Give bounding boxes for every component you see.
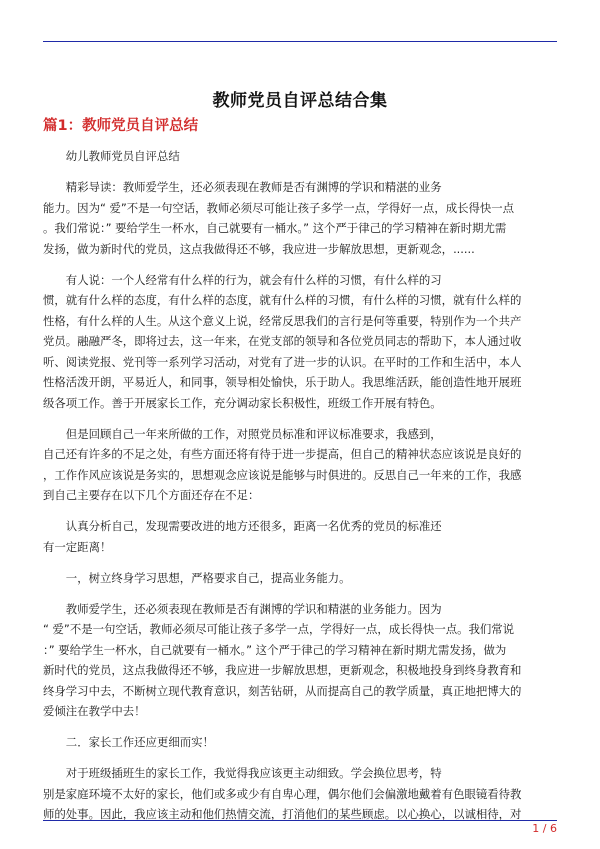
paragraph-line: 级各项工作。善于开展家长工作，充分调动家长积极性，班级工作开展有特色。 — [43, 395, 442, 410]
paragraph-line: 新时代的党员，这点我做得还不够，我应进一步解放思想，更新观念，积极地投身到终身教育和 — [43, 663, 522, 677]
body-paragraph — [43, 270, 557, 414]
page-number: 1 / 6 — [532, 822, 557, 835]
paragraph-line: 有一定距离！ — [43, 539, 112, 554]
paragraph-line: 。我们常说：” 要给学生一杯水，自己就要有一桶水。” 这个严于律己的学习精神在新时期尤需 — [43, 221, 507, 235]
body-paragraph — [43, 568, 557, 589]
paragraph-line: 听、阅读党报、党刊等一系列学习活动，对党有了进一步的认识。在平时的工作和生活中，本人 — [43, 354, 522, 369]
document-body — [43, 146, 557, 825]
paragraph-line: ，工作作风应该说是务实的，思想观念应该说是能够与时俱进的。反思自己一年来的工作，我感 — [43, 467, 522, 482]
paragraph-line: 到自己主要存在以下几个方面还存在不足： — [43, 488, 260, 502]
paragraph-line: 自己还有许多的不足之处，有些方面还将有待于进一步提高，但自己的精神状态应该说是良好的 — [43, 447, 522, 461]
body-paragraph — [43, 732, 557, 753]
paragraph-line: 但是回顾自己一年来所做的工作，对照党员标准和评议标准要求，我感到， — [65, 426, 442, 441]
document-title: 教师党员自评总结合集 — [212, 91, 388, 112]
paragraph-line: 一，树立终身学习思想，严格要求自己，提高业务能力。 — [65, 570, 351, 585]
paragraph-line: 对于班级插班生的家长工作，我觉得我应该更主动细致。学会换位思考，特 — [65, 766, 442, 780]
paragraph-line: 别是家庭环境不太好的家长，他们或多或少有自卑心理，偶尔他们会偏激地戴着有色眼镜看待教 — [43, 786, 522, 801]
paragraph-line: 有人说：一个人经常有什么样的行为，就会有什么样的习惯，有什么样的习 — [65, 272, 442, 287]
body-paragraph — [43, 424, 557, 506]
paragraph-line: 精彩导读：教师爱学生，还必须表现在教师是否有渊博的学识和精湛的业务 — [65, 180, 442, 194]
paragraph-line: ：” 要给学生一杯水，自己就要有一桶水。” 这个严于律己的学习精神在新时期尤需发扬，做为 — [43, 642, 507, 657]
header-rule — [43, 41, 557, 42]
paragraph-line: 幼儿教师党员自评总结 — [65, 149, 180, 163]
paragraph-line: 教师爱学生，还必须表现在教师是否有渊博的学识和精湛的业务能力。因为 — [65, 601, 442, 616]
chapter-heading: 篇1：教师党员自评总结 — [43, 118, 199, 134]
paragraph-line: 发扬，做为新时代的党员，这点我做得还不够，我应进一步解放思想，更新观念，...... — [43, 241, 475, 256]
body-paragraph — [43, 599, 557, 722]
paragraph-line: 党员。融融严冬，即将过去，这一年来，在党支部的领导和各位党员同志的帮助下，本人通过收 — [43, 334, 522, 348]
paragraph-line: 爱倾注在教学中去！ — [43, 704, 146, 718]
paragraph-line: 性格活泼开朗，平易近人，和同事，领导相处愉快，乐于助人。我思维活跃，能创造性地开展班 — [43, 375, 522, 389]
paragraph-line: 二．家长工作还应更细而实！ — [65, 735, 214, 749]
paragraph-line: 性格，有什么样的人生。从这个意义上说，经常反思我们的言行是何等重要，特别作为一个共产 — [43, 313, 522, 328]
footer-rule — [43, 820, 557, 821]
paragraph-line: 师的处事。因此，我应该主动和他们热情交流，打消他们的某些顾虑。以心换心，以诚相待，对 — [43, 807, 522, 821]
body-paragraph — [43, 516, 557, 557]
body-paragraph — [43, 177, 557, 259]
body-paragraph — [43, 146, 557, 167]
paragraph-line: 终身学习中去，不断树立现代教育意识，刻苦钻研，从而提高自己的教学质量，真正地把博大的 — [43, 683, 522, 698]
paragraph-line: 能力。因为“ 爱”不是一句空话，教师必须尽可能让孩子多学一点，学得好一点，成长得快一点 — [43, 200, 515, 215]
paragraph-line: “ 爱”不是一句空话，教师必须尽可能让孩子多学一点，学得好一点，成长得快一点。我们常说 — [43, 622, 515, 636]
paragraph-line: 惯，就有什么样的态度，有什么样的态度，就有什么样的习惯，有什么样的习惯，就有什么样的 — [43, 293, 522, 307]
paragraph-line: 认真分析自己，发现需要改进的地方还很多，距离一名优秀的党员的标准还 — [65, 519, 442, 533]
body-paragraph — [43, 763, 557, 825]
